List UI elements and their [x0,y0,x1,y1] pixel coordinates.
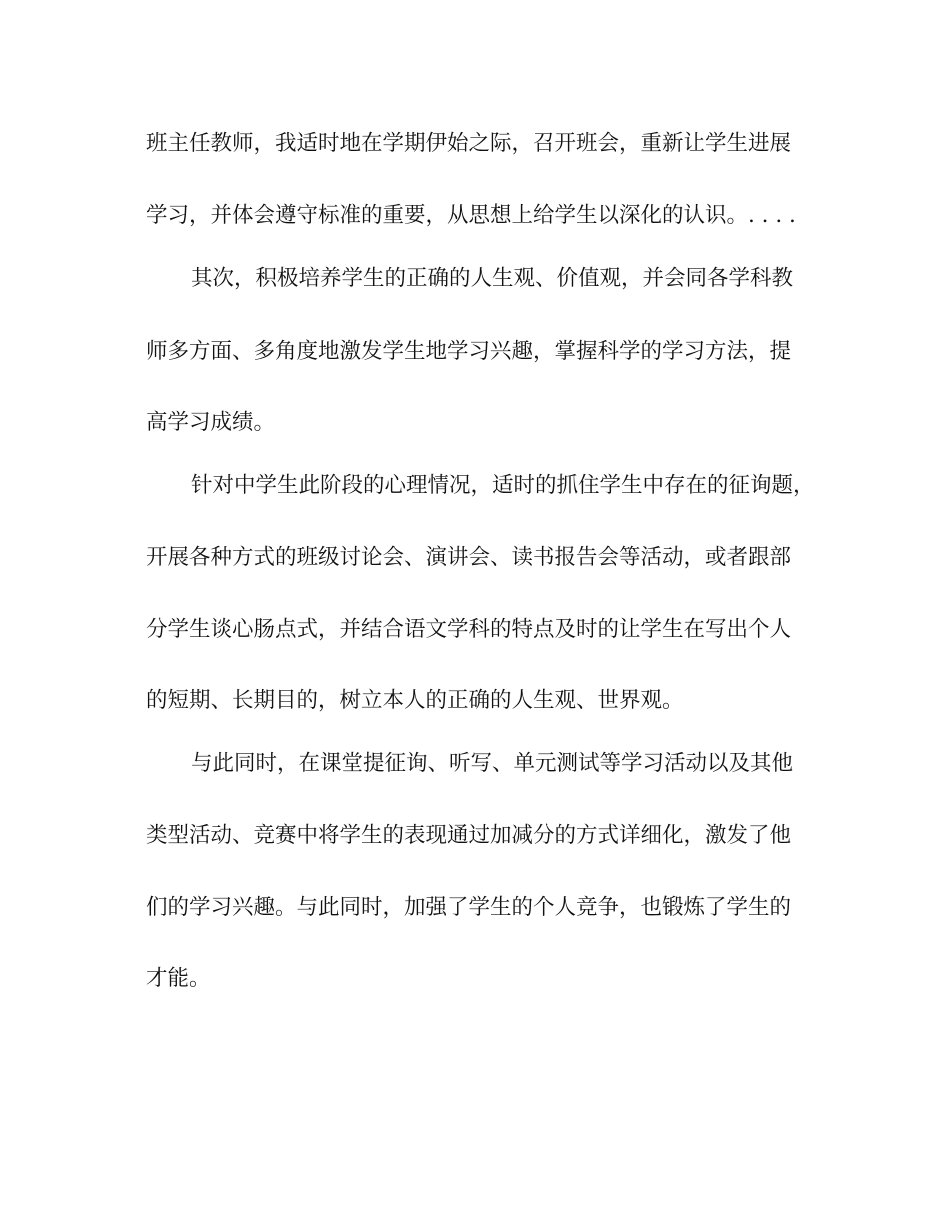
paragraph-first-line: 其次，积极培养学生的正确的人生观、价值观，并会同各学科教 [191,266,794,291]
text-line: 开展各种方式的班级讨论会、演讲会、读书报告会等活动，或者跟部 [146,545,792,570]
text-line: 们的学习兴趣。与此同时，加强了学生的个人竞争，也锻炼了学生的 [146,895,792,920]
text-line: 学习，并体会遵守标准的重要，从思想上给学生以深化的认识。. . . . [146,203,796,228]
paragraph-first-line: 针对中学生此阶段的心理情况，适时的抓住学生中存在的征询题， [191,473,815,498]
paragraph-first-line: 与此同时，在课堂提征询、听写、单元测试等学习活动以及其他 [191,751,794,776]
text-line: 班主任教师，我适时地在学期伊始之际，召开班会，重新让学生进展 [146,131,792,156]
text-line: 师多方面、多角度地激发学生地学习兴趣，掌握科学的学习方法，提 [146,339,792,364]
text-line: 分学生谈心肠点式，并结合语文学科的特点及时的让学生在写出个人 [146,617,792,642]
text-line: 类型活动、竞赛中将学生的表现通过加减分的方式详细化，激发了他 [146,823,792,848]
text-line: 才能。 [146,966,211,991]
text-line: 的短期、长期目的，树立本人的正确的人生观、世界观。 [146,688,684,713]
text-line: 高学习成绩。 [146,410,276,435]
